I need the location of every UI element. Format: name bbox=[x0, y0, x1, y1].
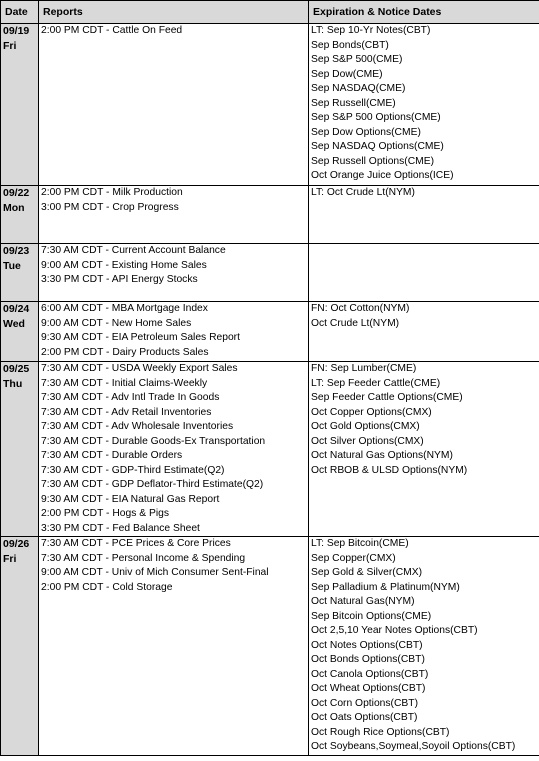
expiration-cell bbox=[309, 302, 539, 362]
date-value: 09/19 bbox=[3, 25, 30, 37]
report-item: 3:00 PM CDT - Crop Progress bbox=[41, 201, 179, 213]
report-item: 3:30 PM CDT - API Energy Stocks bbox=[41, 274, 198, 285]
report-item: 9:30 AM CDT - EIA Petroleum Sales Report bbox=[41, 332, 240, 343]
expiration-item: Sep Russell(CME) bbox=[311, 97, 396, 109]
expiration-item: FN: Oct Cotton(NYM) bbox=[311, 303, 410, 314]
day-value: Fri bbox=[3, 552, 17, 565]
report-item: 7:30 AM CDT - USDA Weekly Export Sales bbox=[41, 363, 238, 374]
expiration-item: Sep NASDAQ Options(CME) bbox=[311, 141, 444, 152]
reports-cell bbox=[39, 537, 309, 756]
expiration-item: Sep Palladium & Platinum(NYM) bbox=[311, 581, 460, 593]
expiration-item: Sep Russell Options(CME) bbox=[311, 155, 435, 167]
expiration-cell bbox=[309, 186, 539, 244]
day-value: Tue bbox=[3, 259, 21, 272]
expiration-item: Oct 2,5,10 Year Notes Options(CBT) bbox=[311, 625, 478, 636]
report-item: 7:30 AM CDT - Adv Retail Inventories bbox=[41, 406, 212, 418]
report-item: 9:00 AM CDT - New Home Sales bbox=[41, 317, 192, 329]
report-item: 7:30 AM CDT - Initial Claims-Weekly bbox=[41, 377, 208, 389]
expiration-item: Oct Crude Lt(NYM) bbox=[311, 317, 400, 329]
expiration-cell bbox=[309, 244, 539, 302]
expiration-item: LT: Sep Feeder Cattle(CME) bbox=[311, 377, 441, 389]
expiration-item: Sep Bitcoin Options(CME) bbox=[311, 610, 432, 622]
expiration-item: LT: Sep 10-Yr Notes(CBT) bbox=[311, 25, 431, 36]
expiration-item: Oct Canola Options(CBT) bbox=[311, 668, 429, 680]
expiration-item: Oct Notes Options(CBT) bbox=[311, 639, 423, 651]
expiration-item: LT: Oct Crude Lt(NYM) bbox=[311, 187, 415, 198]
report-item: 3:30 PM CDT - Fed Balance Sheet bbox=[41, 522, 200, 534]
schedule-row bbox=[1, 362, 539, 537]
schedule-row bbox=[1, 24, 539, 186]
expiration-item: Sep Dow Options(CME) bbox=[311, 126, 421, 138]
report-item: 7:30 AM CDT - Durable Goods-Ex Transportation bbox=[41, 435, 266, 447]
expiration-item: LT: Sep Bitcoin(CME) bbox=[311, 538, 409, 549]
expiration-item: Sep S&P 500 Options(CME) bbox=[311, 112, 441, 123]
date-cell bbox=[1, 244, 39, 302]
schedule-row bbox=[1, 302, 539, 362]
expiration-item: Oct Silver Options(CMX) bbox=[311, 435, 424, 447]
header-row bbox=[1, 1, 539, 24]
expiration-item: Oct RBOB & ULSD Options(NYM) bbox=[311, 464, 468, 476]
expiration-item: Sep Dow(CME) bbox=[311, 68, 383, 80]
expiration-item: Oct Natural Gas(NYM) bbox=[311, 596, 415, 607]
day-value: Mon bbox=[3, 201, 25, 214]
expiration-item: Oct Bonds Options(CBT) bbox=[311, 654, 425, 665]
date-cell bbox=[1, 537, 39, 756]
report-item: 2:00 PM CDT - Cattle On Feed bbox=[41, 25, 183, 36]
expiration-item: FN: Sep Lumber(CME) bbox=[311, 363, 417, 374]
expiration-cell bbox=[309, 537, 539, 756]
report-item: 7:30 AM CDT - Personal Income & Spending bbox=[41, 552, 246, 564]
date-cell bbox=[1, 24, 39, 186]
report-item: 2:00 PM CDT - Hogs & Pigs bbox=[41, 508, 169, 519]
report-item: 7:30 AM CDT - Durable Orders bbox=[41, 450, 183, 461]
expiration-item: Oct Wheat Options(CBT) bbox=[311, 683, 426, 694]
expiration-item: Oct Copper Options(CMX) bbox=[311, 406, 432, 418]
reports-cell bbox=[39, 244, 309, 302]
date-value: 09/25 bbox=[3, 363, 30, 375]
date-cell bbox=[1, 362, 39, 537]
day-value: Fri bbox=[3, 39, 17, 52]
header-expiration: Expiration & Notice Dates bbox=[309, 1, 539, 24]
reports-cell bbox=[39, 186, 309, 244]
expiration-cell bbox=[309, 362, 539, 537]
report-item: 9:30 AM CDT - EIA Natural Gas Report bbox=[41, 493, 220, 505]
reports-cell bbox=[39, 302, 309, 362]
report-item: 9:00 AM CDT - Existing Home Sales bbox=[41, 259, 207, 271]
expiration-item: Sep Feeder Cattle Options(CME) bbox=[311, 392, 463, 403]
header-date: Date bbox=[1, 1, 39, 24]
report-item: 9:00 AM CDT - Univ of Mich Consumer Sent-Final bbox=[41, 567, 269, 578]
report-item: 7:30 AM CDT - GDP-Third Estimate(Q2) bbox=[41, 464, 225, 476]
expiration-item: Oct Soybeans,Soymeal,Soyoil Options(CBT) bbox=[311, 741, 516, 752]
expiration-item: Oct Natural Gas Options(NYM) bbox=[311, 450, 453, 461]
report-item: 7:30 AM CDT - Adv Wholesale Inventories bbox=[41, 421, 234, 432]
expiration-item: Sep Gold & Silver(CMX) bbox=[311, 567, 423, 578]
schedule-row bbox=[1, 186, 539, 244]
schedule-row bbox=[1, 537, 539, 756]
report-item: 2:00 PM CDT - Milk Production bbox=[41, 187, 183, 198]
schedule-body bbox=[1, 24, 539, 756]
expiration-item: Sep Copper(CMX) bbox=[311, 552, 396, 564]
header-reports: Reports bbox=[39, 1, 309, 24]
date-value: 09/22 bbox=[3, 187, 30, 199]
report-item: 7:30 AM CDT - GDP Deflator-Third Estimate(Q2) bbox=[41, 479, 264, 490]
date-value: 09/26 bbox=[3, 538, 30, 550]
expiration-item: Oct Orange Juice Options(ICE) bbox=[311, 170, 454, 181]
date-value: 09/24 bbox=[3, 303, 30, 315]
expiration-item: Oct Rough Rice Options(CBT) bbox=[311, 726, 450, 738]
report-item: 2:00 PM CDT - Dairy Products Sales bbox=[41, 346, 209, 358]
expiration-item: Sep Bonds(CBT) bbox=[311, 39, 389, 51]
expiration-item: Sep S&P 500(CME) bbox=[311, 54, 403, 65]
date-cell bbox=[1, 186, 39, 244]
schedule-row bbox=[1, 244, 539, 302]
report-item: 2:00 PM CDT - Cold Storage bbox=[41, 581, 173, 593]
date-cell bbox=[1, 302, 39, 362]
day-value: Wed bbox=[3, 317, 25, 330]
expiration-cell bbox=[309, 24, 539, 186]
reports-cell bbox=[39, 362, 309, 537]
expiration-item: Oct Gold Options(CMX) bbox=[311, 421, 420, 432]
date-value: 09/23 bbox=[3, 245, 30, 257]
expiration-item: Sep NASDAQ(CME) bbox=[311, 83, 406, 94]
day-value: Thu bbox=[3, 377, 23, 390]
report-item: 7:30 AM CDT - PCE Prices & Core Prices bbox=[41, 538, 231, 549]
report-item: 6:00 AM CDT - MBA Mortgage Index bbox=[41, 303, 208, 314]
reports-cell bbox=[39, 24, 309, 186]
report-item: 7:30 AM CDT - Adv Intl Trade In Goods bbox=[41, 392, 220, 403]
report-item: 7:30 AM CDT - Current Account Balance bbox=[41, 245, 226, 256]
expiration-item: Oct Corn Options(CBT) bbox=[311, 697, 418, 709]
expiration-item: Oct Oats Options(CBT) bbox=[311, 712, 418, 723]
